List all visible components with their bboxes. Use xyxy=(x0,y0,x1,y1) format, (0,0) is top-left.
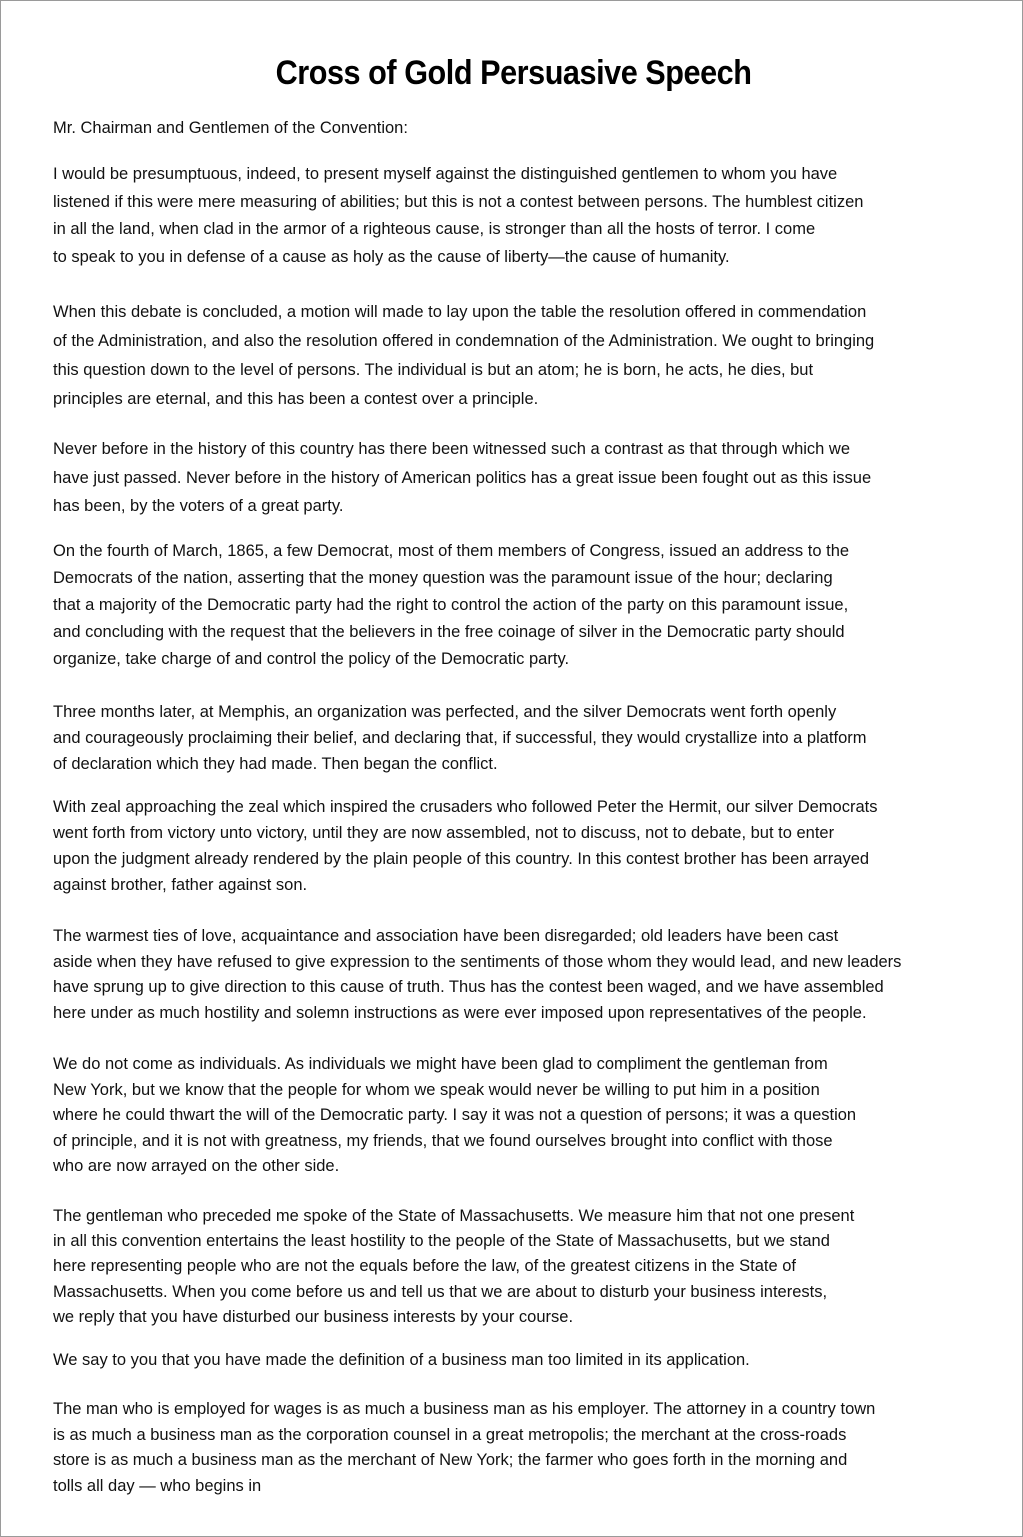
paragraph-line: where he could thwart the will of the Democratic party. I say it was not a question of persons; it was a question xyxy=(53,1106,857,1124)
paragraph-line: here representing people who are not the equals before the law, of the greatest citizens in the State of xyxy=(53,1257,796,1276)
paragraph xyxy=(53,161,973,271)
paragraph xyxy=(53,1204,973,1330)
paragraph-line: in all the land, when clad in the armor of a righteous cause, is stronger than all the hosts of terror. I come xyxy=(53,220,816,238)
paragraph-line: Never before in the history of this country has there been witnessed such a contrast as that through which we xyxy=(53,440,851,458)
paragraph xyxy=(53,435,973,521)
paragraph xyxy=(53,1348,973,1373)
paragraph-line: have sprung up to give direction to this cause of truth. Thus has the contest been waged, and we have assembled xyxy=(53,978,884,996)
paragraph-line: this question down to the level of persons. The individual is but an atom; he is born, he acts, he dies, but xyxy=(53,361,814,379)
paragraph-line: listened if this were mere measuring of abilities; but this is not a contest between persons. The humblest citizen xyxy=(53,192,864,211)
paragraph-line: With zeal approaching the zeal which inspired the crusaders who followed Peter the Hermit, our silver Democrats xyxy=(53,798,878,816)
paragraph-line: is as much a business man as the corporation counsel in a great metropolis; the merchant at the cross-roads xyxy=(53,1425,847,1444)
paragraph-line: of declaration which they had made. Then began the conflict. xyxy=(53,755,498,773)
paragraph-line: of the Administration, and also the resolution offered in condemnation of the Administration. We ought to bringing xyxy=(53,332,875,350)
paragraph xyxy=(53,1397,973,1499)
paragraph-line: I would be presumptuous, indeed, to present myself against the distinguished gentlemen to whom you have xyxy=(53,165,838,183)
paragraph-line: Democrats of the nation, asserting that the money question was the paramount issue of the hour; declaring xyxy=(53,569,833,587)
paragraph-line: Three months later, at Memphis, an organization was perfected, and the silver Democrats went forth openly xyxy=(53,703,837,721)
paragraph xyxy=(53,298,973,414)
paragraph-line: New York, but we know that the people for whom we speak would never be willing to put him in a position xyxy=(53,1080,820,1099)
paragraph-line: organize, take charge of and control the policy of the Democratic party. xyxy=(53,650,570,668)
paragraph-line: and courageously proclaiming their belief, and declaring that, if successful, they would crystallize into a platform xyxy=(53,729,867,747)
paragraph-line: store is as much a business man as the merchant of New York; the farmer who goes forth in the morning and xyxy=(53,1451,848,1469)
paragraph-line: and concluding with the request that the believers in the free coinage of silver in the Democratic party should xyxy=(53,623,845,641)
paragraph-line: aside when they have refused to give expression to the sentiments of those whom they would lead, and new leaders xyxy=(53,952,902,971)
paragraph-line: The gentleman who preceded me spoke of the State of Massachusetts. We measure him that not one present xyxy=(53,1207,855,1225)
paragraph-line: here under as much hostility and solemn instructions as were ever imposed upon representatives of the people. xyxy=(53,1003,867,1022)
paragraph-line: The warmest ties of love, acquaintance and association have been disregarded; old leaders have been cast xyxy=(53,927,839,945)
paragraph-line: have just passed. Never before in the history of American politics has a great issue been fought out as this issue xyxy=(53,468,872,487)
salutation: Mr. Chairman and Gentlemen of the Convention: xyxy=(53,119,408,137)
paragraph-line: went forth from victory unto victory, until they are now assembled, not to discuss, not to debate, but to enter xyxy=(53,824,835,842)
paragraph-line: we reply that you have disturbed our business interests by your course. xyxy=(53,1307,574,1326)
document-title: Cross of Gold Persuasive Speech xyxy=(275,54,752,92)
paragraph-line: On the fourth of March, 1865, a few Democrat, most of them members of Congress, issued an address to the xyxy=(53,542,850,560)
paragraph xyxy=(53,699,973,777)
paragraph-line: who are now arrayed on the other side. xyxy=(53,1157,340,1175)
paragraph-line: We do not come as individuals. As individuals we might have been glad to compliment the gentleman from xyxy=(53,1055,828,1073)
paragraph-line: of principle, and it is not with greatness, my friends, that we found ourselves brought into conflict with those xyxy=(53,1131,833,1150)
paragraph xyxy=(53,794,973,898)
paragraph-line: tolls all day — who begins in xyxy=(53,1476,262,1495)
paragraph-line: to speak to you in defense of a cause as holy as the cause of liberty—the cause of humanity. xyxy=(53,247,730,266)
paragraph-line: The man who is employed for wages is as much a business man as his employer. The attorney in a country town xyxy=(53,1400,876,1418)
paragraph-line: We say to you that you have made the definition of a business man too limited in its application. xyxy=(53,1351,750,1369)
paragraph-line: that a majority of the Democratic party had the right to control the action of the party on this paramount issue, xyxy=(53,596,849,614)
paragraph-line: principles are eternal, and this has been a contest over a principle. xyxy=(53,390,539,408)
paragraph-line: When this debate is concluded, a motion will made to lay upon the table the resolution offered in commendation xyxy=(53,303,867,321)
paragraph-line: has been, by the voters of a great party. xyxy=(53,497,344,515)
paragraph xyxy=(53,1052,973,1180)
paragraph-line: Massachusetts. When you come before us and tell us that we are about to disturb your business interests, xyxy=(53,1282,828,1301)
paragraph-line: against brother, father against son. xyxy=(53,876,308,894)
paragraph xyxy=(53,924,973,1026)
paragraph xyxy=(53,538,973,673)
paragraph-line: in all this convention entertains the least hostility to the people of the State of Massachusetts, but we stand xyxy=(53,1232,830,1251)
paragraph-line: upon the judgment already rendered by the plain people of this country. In this contest brother has been arrayed xyxy=(53,850,870,868)
